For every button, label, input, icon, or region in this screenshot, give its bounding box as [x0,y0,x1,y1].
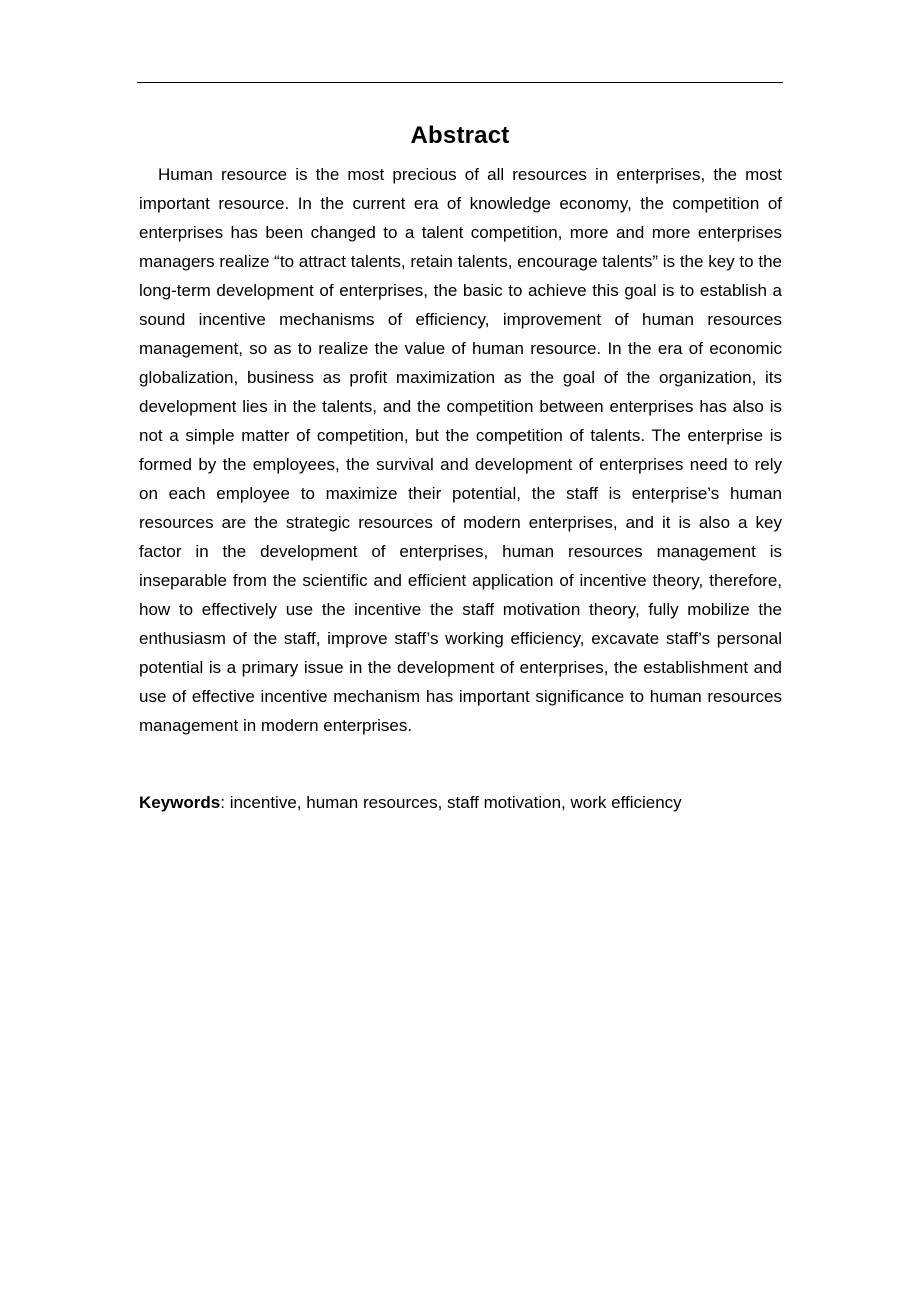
keywords-line [139,788,782,817]
keywords-label: Keywords [139,793,221,812]
abstract-body: Human resource is the most precious of all resources in enterprises, the most important resource. In the current era of knowledge economy, the competition of enterprises has been changed to a talent competition, more and more enterprises managers realize “to attract talents, retain talents, encourage talents” is the key to the long-term development of enterprises, the basic to achieve this goal is to establish a sound incentive mechanisms of efficiency, improvement of human resources management, so as to realize the value of human resource. In the era of economic globalization, business as profit maximization as the goal of the organization, its development lies in the talents, and the competition between enterprises has also is not a simple matter of competition, but the competition of talents. The enterprise is formed by the employees, the survival and development of enterprises need to rely on each employee to maximize their potential, the staff is enterprise’s human resources are the strategic resources of modern enterprises, and it is also a key factor in the development of enterprises, human resources management is inseparable from the scientific and efficient application of incentive theory, therefore, how to effectively use the incentive the staff motivation theory, fully mobilize the enthusiasm of the staff, improve staff’s working efficiency, excavate staff’s personal potential is a primary issue in the development of enterprises, the establishment and use of effective incentive mechanism has important significance to human resources management in modern enterprises. [139,165,782,735]
header-rule [137,82,783,83]
keywords-value: : incentive, human resources, staff motivation, work efficiency [220,793,682,812]
abstract-title: Abstract [410,122,510,149]
